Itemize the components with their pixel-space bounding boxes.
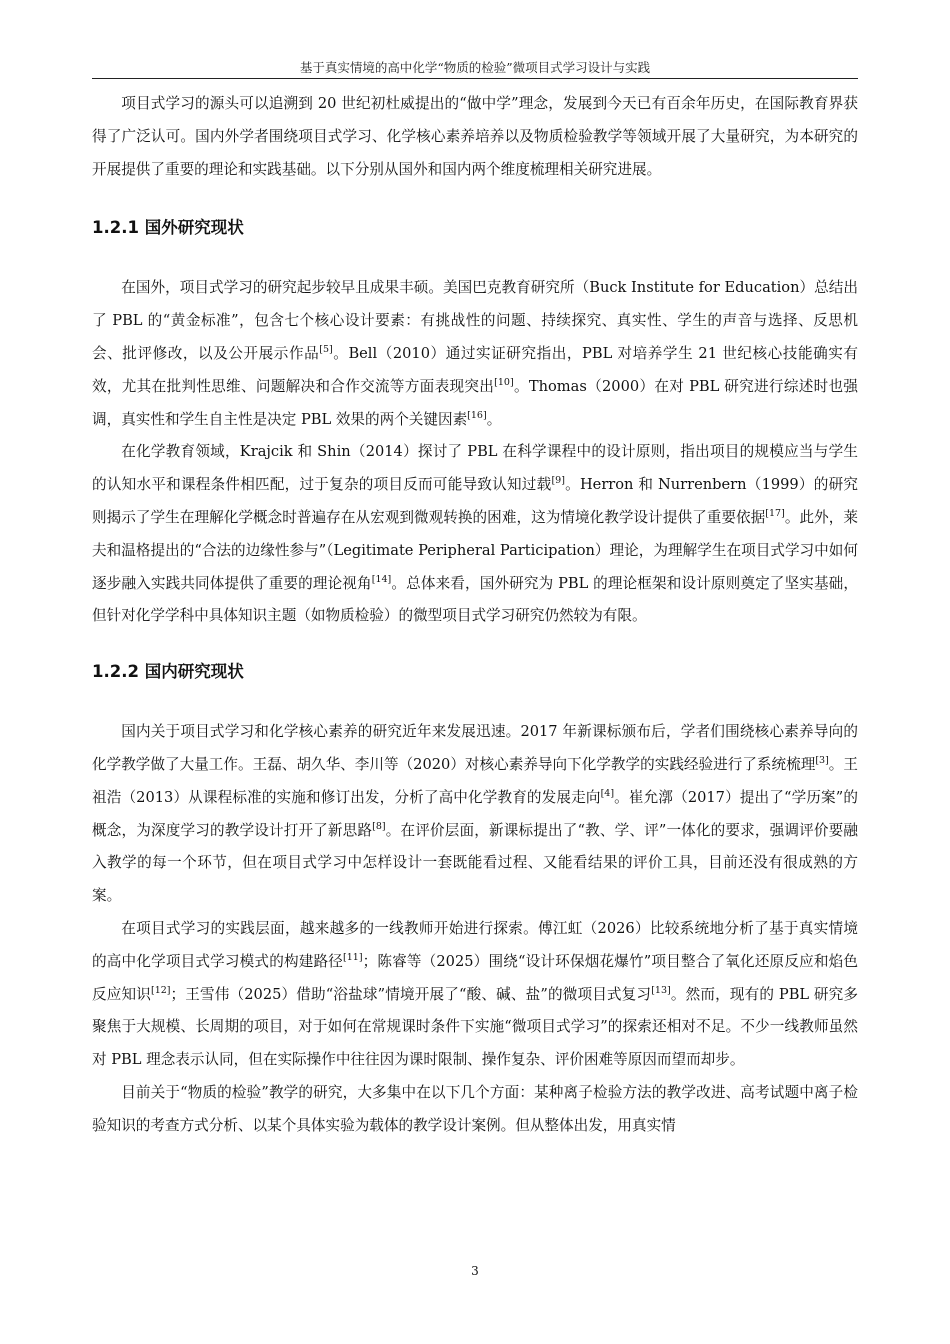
text-run: 国内关于项目式学习和化学核心素养的研究近年来发展迅速。2017 年新课标颁布后，学者们围绕核心素养导向的化学教学做了大量工作。王磊、胡久华、李川等（2020）对核心素养导向下化学教学的实践经验进行了系统梳理 <box>92 723 858 773</box>
citation-ref: [9] <box>551 475 565 487</box>
citation-ref: [16] <box>467 409 487 421</box>
citation-ref: [12] <box>151 984 171 996</box>
text-run: 。崔允漷（2017）提出了“学历案”的概念，为深度学习的教学设计打开了新思路 <box>92 788 858 839</box>
text-run: 在化学教育领域，Krajcik 和 Shin（2014）探讨了 PBL 在科学课程中的设计原则，指出项目的规模应当与学生的认知水平和课程条件相匹配，过于复杂的项目反而可能导致认知过载 <box>92 443 858 494</box>
citation-ref: [3] <box>815 754 829 766</box>
citation-ref: [10] <box>494 376 514 388</box>
domestic-research-paragraph-1 <box>92 716 858 913</box>
intro-paragraph: 项目式学习的源头可以追溯到 20 世纪初杜威提出的“做中学”理念，发展到今天已有百余年历史，在国际教育界获得了广泛认可。国内外学者围绕项目式学习、化学核心素养培养以及物质检验教学等领域开展了大量研究，为本研究的开展提供了重要的理论和实践基础。以下分别从国外和国内两个维度梳理相关研究进展。 <box>92 95 858 178</box>
text-run: 在国外，项目式学习的研究起步较早且成果丰硕。美国巴克教育研究所（Buck Institute for Education）总结出了 PBL 的“黄金标准”，包含七个核心设计要素：有挑战性的问题、持续探究、真实性、学生的声音与选择、反思机会、批评修改，以及公开展示作品 <box>92 279 858 362</box>
section-heading-domestic-research: 1.2.2 国内研究现状 <box>92 662 244 682</box>
running-header: 基于真实情境的高中化学“物质的检验”微项目式学习设计与实践 <box>299 60 651 75</box>
section-heading-foreign-research: 1.2.1 国外研究现状 <box>92 218 244 238</box>
domestic-research-paragraph-2 <box>92 913 858 1077</box>
citation-ref: [8] <box>372 820 386 832</box>
foreign-research-paragraph-1 <box>92 272 858 436</box>
text-run: ；陈睿等（2025）围绕“设计环保烟花爆竹”项目整合了氧化还原反应和焰色反应知识 <box>92 952 858 1003</box>
text-run: 。然而，现有的 PBL 研究多聚焦于大规模、长周期的项目，对于如何在常规课时条件下实施“微项目式学习”的探索还相对不足。不少一线教师虽然对 PBL 理念表示认同，但在实际操作中往往因为课时限制、操作复杂、评价困难等原因而望而却步。 <box>92 985 858 1069</box>
page-body <box>92 88 858 1143</box>
text-run: 。Herron 和 Nurrenbern（1999）的研究则揭示了学生在理解化学概念时普遍存在从宏观到微观转换的困难，这为情境化教学设计提供了重要依据 <box>92 476 858 526</box>
citation-ref: [4] <box>600 787 615 799</box>
text-run: 。Bell（2010）通过实证研究指出，PBL 对培养学生 21 世纪核心技能确实有效，尤其在批判性思维、问题解决和合作交流等方面表现突出 <box>92 344 858 395</box>
text-run: 。在评价层面，新课标提出了“教、学、评”一体化的要求，强调评价要融入教学的每一个环节，但在项目式学习中怎样设计一套既能看过程、又能看结果的评价工具，目前还没有很成熟的方案。 <box>92 821 858 905</box>
text-run: 。 <box>486 410 502 428</box>
domestic-research-paragraph-3: 目前关于“物质的检验”教学的研究，大多集中在以下几个方面：某种离子检验方法的教学改进、高考试题中离子检验知识的考查方式分析、以某个具体实验为载体的教学设计案例。但从整体出发，用真实情 <box>92 1083 858 1134</box>
citation-ref: [14] <box>371 573 392 585</box>
citation-ref: [11] <box>343 951 363 963</box>
text-run: 。王祖浩（2013）从课程标准的实施和修订出发，分析了高中化学教育的发展走向 <box>92 755 858 806</box>
text-run: ；王雪伟（2025）借助“浴盐球”情境开展了“酸、碱、盐”的微项目式复习 <box>170 985 652 1003</box>
foreign-research-paragraph-2 <box>92 436 858 633</box>
text-run: 。此外，莱夫和温格提出的“合法的边缘性参与”（Legitimate Peripheral Participation）理论，为理解学生在项目式学习中如何逐步融入实践共同体提供了重要的理论视角 <box>92 508 858 592</box>
citation-ref: [17] <box>765 507 785 519</box>
header-rule <box>92 78 858 79</box>
text-run: 在项目式学习的实践层面，越来越多的一线教师开始进行探索。傅江虹（2026）比较系统地分析了基于真实情境的高中化学项目式学习模式的构建路径 <box>92 919 858 970</box>
citation-ref: [13] <box>651 984 671 996</box>
citation-ref: [5] <box>319 343 333 355</box>
text-run: 。Thomas（2000）在对 PBL 研究进行综述时也强调，真实性和学生自主性是决定 PBL 效果的两个关键因素 <box>92 377 858 428</box>
page-number: 3 <box>471 1264 479 1278</box>
text-run: 。总体来看，国外研究为 PBL 的理论框架和设计原则奠定了坚实基础，但针对化学学科中具体知识主题（如物质检验）的微型项目式学习研究仍然较为有限。 <box>92 574 859 625</box>
